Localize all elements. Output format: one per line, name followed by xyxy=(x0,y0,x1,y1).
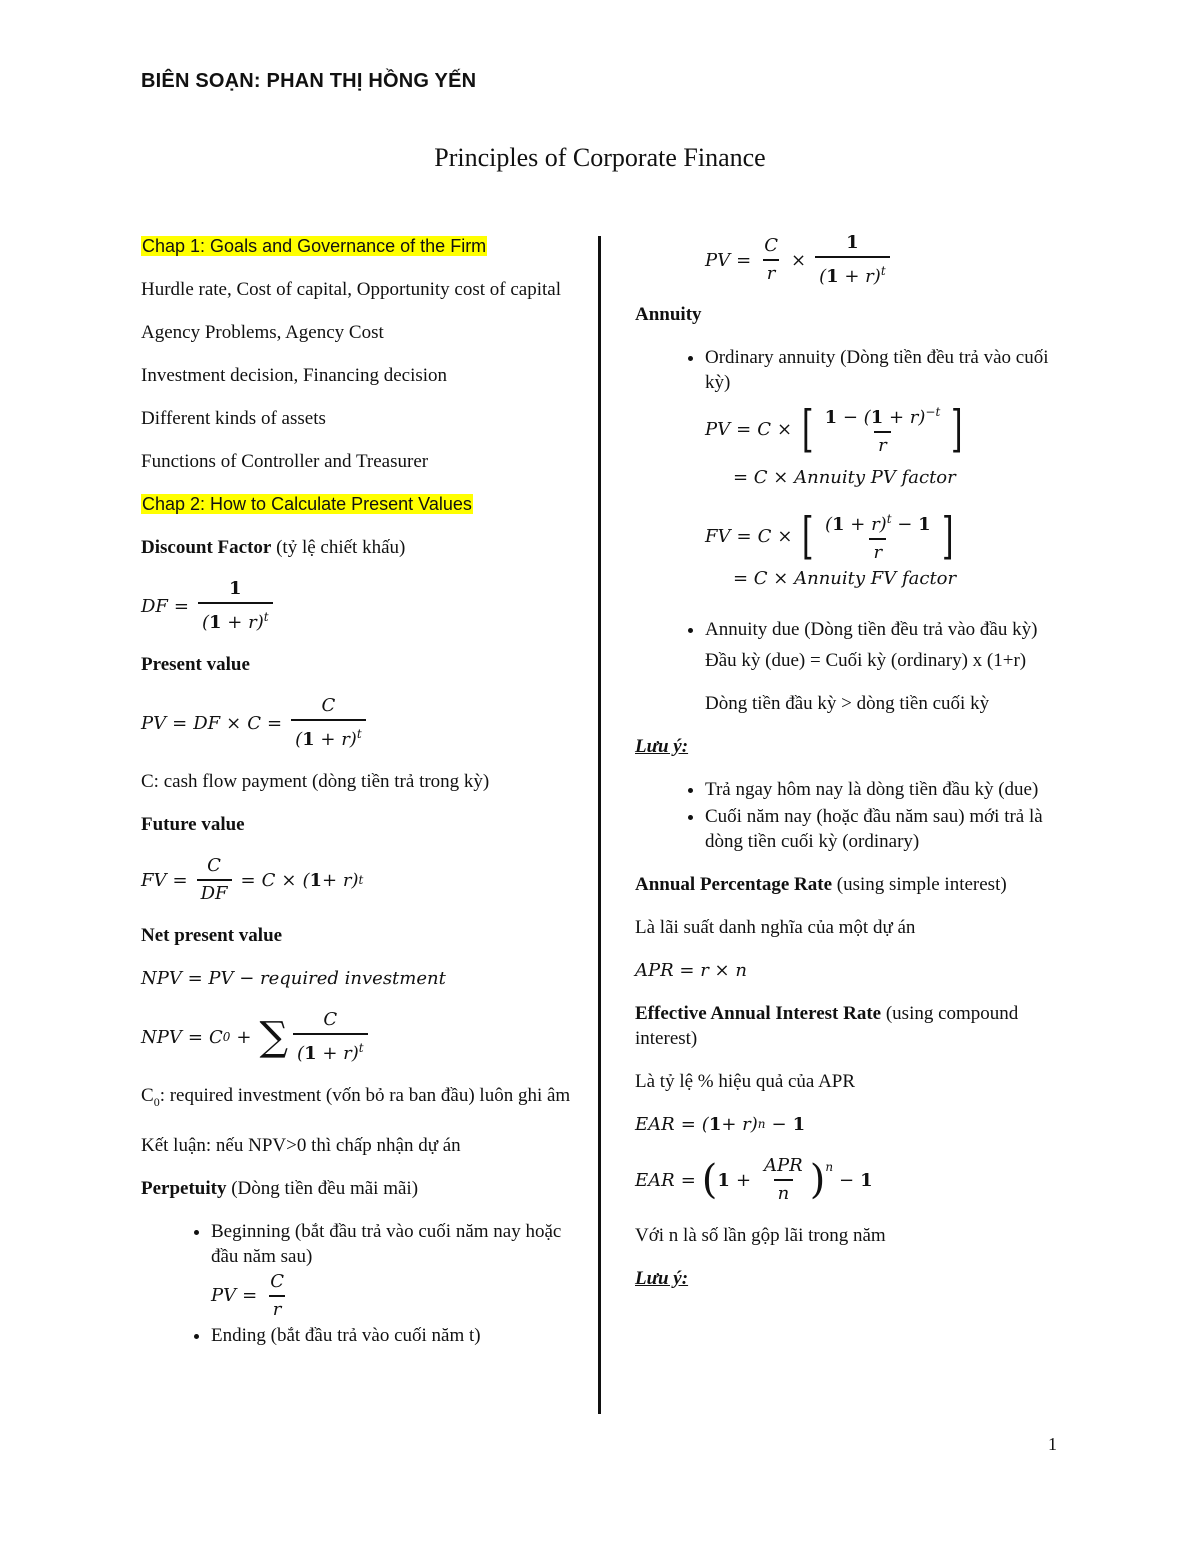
list-item: • Beginning (bắt đầu trả vào cuối năm nay hoặc đầu năm sau) PV = $\frac{C}{r}$ xyxy=(211,1219,581,1321)
perpetuity-heading: Perpetuity (Dòng tiền đều mãi mãi) xyxy=(141,1177,419,1199)
perpetuity-ending-formula: PV = $\frac{C}{r}$ × $\frac{1}{(1 + r)^t}$ xyxy=(635,232,1075,288)
npv-heading: Net present value xyxy=(141,925,283,946)
note-list xyxy=(635,777,1075,854)
left-column xyxy=(141,232,581,1366)
c0-note: $C_0$: required investment (vốn bỏ ra ban đầu) luôn ghi âm xyxy=(141,1085,571,1109)
annuity-fv-factor: = C × Annuity FV factor xyxy=(733,568,957,589)
chap1-item-1: Hurdle rate, Cost of capital, Opportunity cost of capital xyxy=(141,279,561,300)
ear-formula-1: EAR = ( 1 + r) n − 1 xyxy=(635,1114,806,1135)
list-item: • Annuity due (Dòng tiền đều trả vào đầu kỳ) xyxy=(705,617,1075,642)
note-heading: Lưu ý: xyxy=(635,736,689,757)
pv-heading: Present value xyxy=(141,654,250,675)
document-title: Principles of Corporate Finance xyxy=(434,143,766,172)
column-divider xyxy=(598,236,601,1414)
apr-formula: APR = r × n xyxy=(635,960,747,981)
npv-formula-2: NPV = C 0 + ∑ $\frac{C}{(1 + r)^t}$ xyxy=(141,1009,581,1065)
c-note: C: cash flow payment (dòng tiền trả trong kỳ) xyxy=(141,771,490,792)
right-column xyxy=(635,232,1075,1309)
npv-formula-1: NPV = PV − required investment xyxy=(141,968,446,989)
list-item: • Ordinary annuity (Dòng tiền đều trả vào cuối kỳ) xyxy=(705,345,1075,395)
fv-heading: Future value xyxy=(141,814,245,835)
annuity-pv-formula: PV = C × [ $\frac{1 - (1 + r)^{-t}}{r}$ ] xyxy=(705,400,963,458)
list-item: • Trả ngay hôm nay là dòng tiền đầu kỳ (due) xyxy=(705,777,1075,802)
n-description: Với n là số lần gộp lãi trong năm xyxy=(635,1225,886,1246)
chap2-heading: Chap 2: How to Calculate Present Values xyxy=(142,494,472,514)
chap1-item-4: Different kinds of assets xyxy=(141,408,326,429)
list-item: • Ending (bắt đầu trả vào cuối năm t) xyxy=(211,1323,581,1348)
note-heading-2: Lưu ý: xyxy=(635,1268,689,1289)
annuity-heading: Annuity xyxy=(635,304,702,325)
page-number: 1 xyxy=(1048,1434,1057,1454)
annuity-fv-formula: FV = C × [ $\frac{(1 + r)^t - 1}{r}$ ] xyxy=(705,507,954,565)
ordinary-annuity-formulas xyxy=(635,401,1075,591)
annuity-pv-factor: = C × Annuity PV factor xyxy=(733,467,956,488)
ear-formula-2: EAR = ( 1 + $\frac{\text{APR}}{n}$ ) $^n$ − 1 xyxy=(635,1155,873,1204)
perpetuity-list xyxy=(141,1219,581,1348)
df-formula: DF = $\frac{1}{(1 + r)^t}$ xyxy=(141,578,581,634)
npv-conclusion: Kết luận: nếu NPV>0 thì chấp nhận dự án xyxy=(141,1134,461,1156)
pv-formula: PV = DF × C = $\frac{C}{(1 + r)^t}$ xyxy=(141,695,581,751)
ear-description: Là tỷ lệ % hiệu quả của APR xyxy=(635,1071,856,1092)
chap1-heading: Chap 1: Goals and Governance of the Firm xyxy=(142,236,487,256)
annuity-list xyxy=(635,345,1075,395)
chap1-item-5: Functions of Controller and Treasurer xyxy=(141,451,429,472)
perpetuity-beginning-formula: PV = $\frac{C}{r}$ xyxy=(211,1270,284,1320)
author-header: BIÊN SOẠN: PHAN THỊ HỒNG YẾN xyxy=(141,70,477,92)
due-relation: Đầu kỳ (due) = Cuối kỳ (ordinary) x (1+r) xyxy=(705,650,1027,671)
apr-description: Là lãi suất danh nghĩa của một dự án xyxy=(635,917,916,938)
fv-formula: FV = $\frac{C}{DF}$ = C × ( 1 + r) t xyxy=(141,855,364,904)
annuity-due-list xyxy=(635,617,1075,642)
chap1-item-2: Agency Problems, Agency Cost xyxy=(141,322,384,343)
chap1-item-3: Investment decision, Financing decision xyxy=(141,365,448,386)
apr-heading: Annual Percentage Rate (using simple interest) xyxy=(635,874,1007,895)
df-heading: Discount Factor (tỷ lệ chiết khấu) xyxy=(141,537,406,558)
due-comparison: Dòng tiền đầu kỳ > dòng tiền cuối kỳ xyxy=(705,693,990,714)
ear-heading: Effective Annual Interest Rate (using compound interest) xyxy=(635,1003,1019,1049)
list-item: • Cuối năm nay (hoặc đầu năm sau) mới trả là dòng tiền cuối kỳ (ordinary) xyxy=(705,804,1075,854)
